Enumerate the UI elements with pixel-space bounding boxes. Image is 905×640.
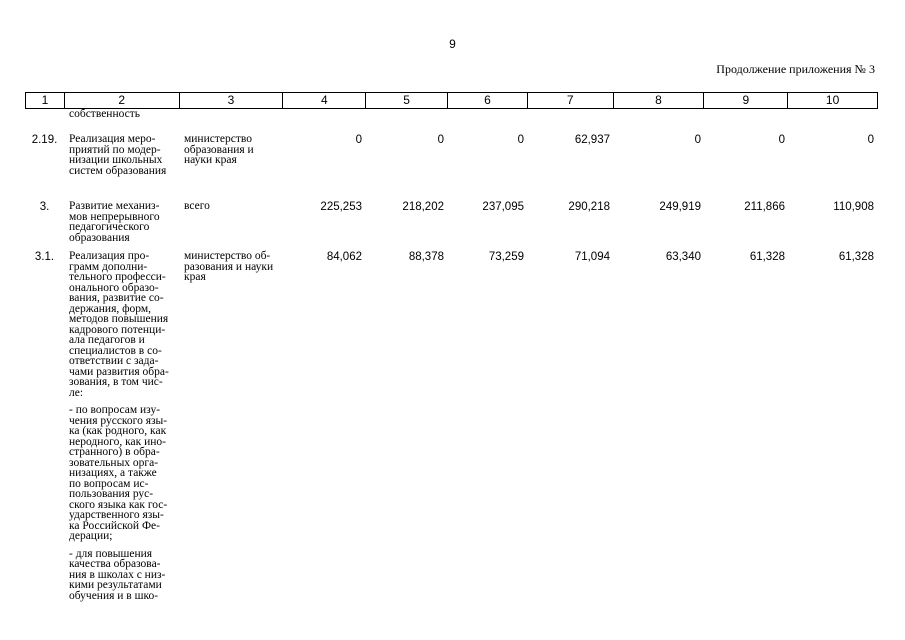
row-value: 61,328 (838, 251, 874, 263)
table-row (25, 251, 878, 601)
row-value: 211,866 (744, 201, 785, 213)
appendix-continuation-note: Продолжение приложения № 3 (716, 62, 875, 76)
row-value: 0 (517, 134, 524, 146)
row-executor: министерство образования и науки края (184, 133, 254, 166)
row-executor: министерство об- разования и науки края (184, 250, 274, 283)
row-value: 88,378 (408, 251, 444, 263)
row-subitem: - для повышения качества образова- ния в школах с низ- кими результатами обучения и в шко- (69, 547, 166, 602)
row-executor: всего (184, 200, 210, 212)
row-value: 84,062 (326, 251, 362, 263)
header-col-4: 4 (283, 93, 366, 108)
row-value: 0 (867, 134, 874, 146)
header-col-2: 2 (65, 93, 180, 108)
row-value: 290,218 (568, 201, 610, 213)
row-value: 63,340 (665, 251, 701, 263)
header-col-10: 10 (825, 93, 840, 107)
header-col-8: 8 (614, 93, 705, 108)
row-value: 0 (437, 134, 444, 146)
continuation-text: собственность (69, 108, 141, 120)
table-header-row (25, 92, 878, 109)
page-number: 9 (449, 37, 456, 51)
row-value: 73,259 (488, 251, 524, 263)
row-value: 218,202 (402, 201, 444, 213)
row-value: 62,937 (574, 134, 610, 146)
row-value: 249,919 (659, 201, 701, 213)
row-value: 0 (694, 134, 701, 146)
header-col-5: 5 (366, 93, 448, 108)
row-number: 3. (39, 201, 50, 213)
header-col-1: 1 (26, 93, 65, 108)
row-value: 0 (355, 134, 362, 146)
row-value: 237,095 (482, 201, 524, 213)
row-value: 0 (778, 134, 785, 146)
row-number: 3.1. (34, 251, 55, 263)
row-name: Реализация про- грамм дополни- тельного професси- онального образо- вания, развитие со- держания, форм, методов повышения кадрового потенци- ала педагогов и специалистов в со- ответствии с зада- чами развития обра- зования, в том чис- ле: (69, 250, 169, 399)
header-col-7: 7 (528, 93, 614, 108)
row-value: 225,253 (320, 201, 362, 213)
row-number: 2.19. (31, 134, 58, 146)
table-row (25, 201, 878, 243)
row-value: 71,094 (574, 251, 610, 263)
table-row (25, 134, 878, 176)
header-col-6: 6 (448, 93, 528, 108)
row-name: Реализация меро- приятий по модер- низации школьных систем образования (69, 133, 167, 177)
row-value: 61,328 (749, 251, 785, 263)
row-subitem: - по вопросам изу- чения русского язы- ка (как родного, как неродного, как ино- странного) в обра- зовательных орга- низациях, а также по вопросам ис- пользования рус- ского языка как гос- ударственного язы- ка Российской Фе- дерации; (69, 404, 168, 542)
row-name: Развитие механиз- мов непрерывного педагогического образования (69, 200, 160, 244)
header-col-9: 9 (704, 93, 788, 108)
row-name-cell (64, 251, 179, 601)
header-col-3: 3 (180, 93, 284, 108)
row-value: 110,908 (833, 201, 874, 213)
